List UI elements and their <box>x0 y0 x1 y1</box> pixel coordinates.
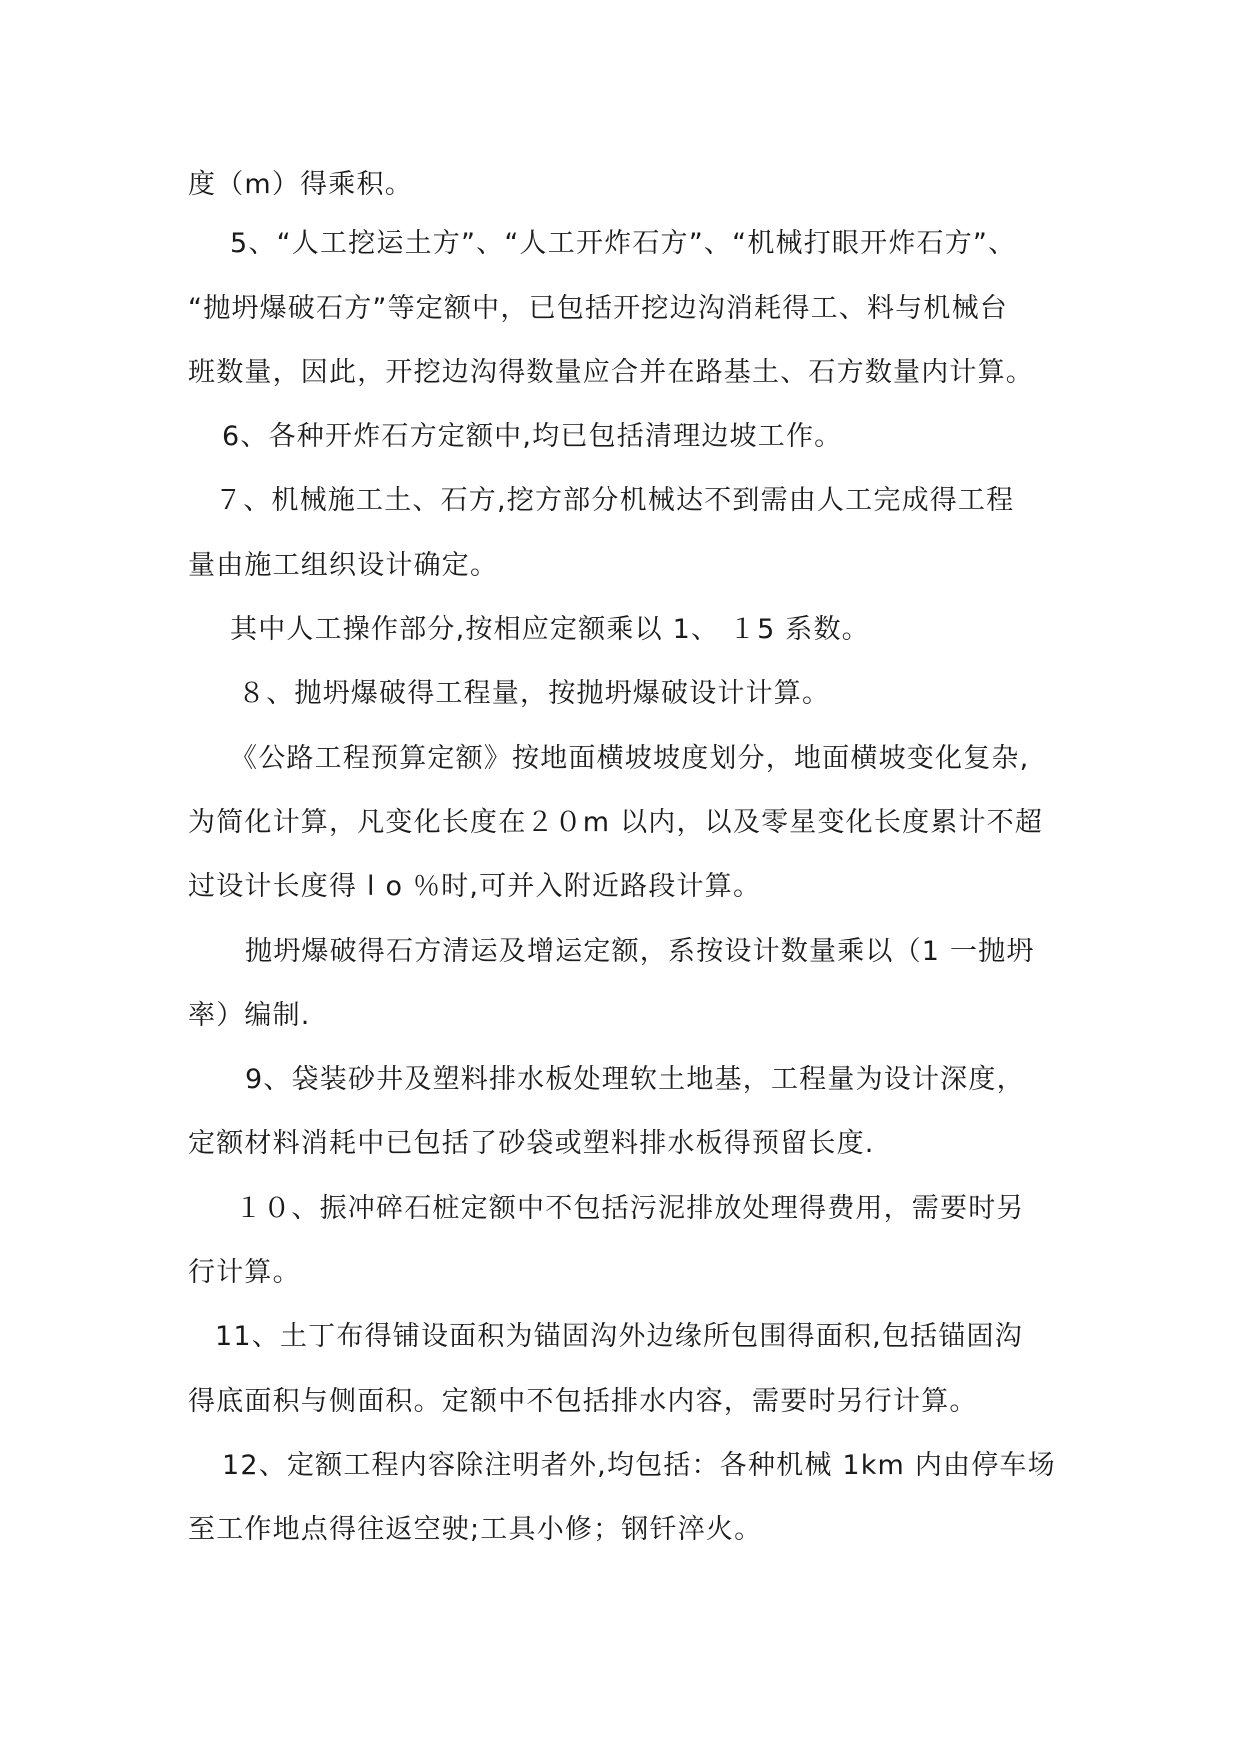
text-line: 度（m）得乘积。 <box>188 169 413 200</box>
text-line: “抛坍爆破石方”等定额中，已包括开挖边沟消耗得工、料与机械台 <box>188 293 1008 324</box>
text-line: 抛坍爆破得石方清运及增运定额，系按设计数量乘以（1 一抛坍 <box>245 936 1035 967</box>
text-line: 为简化计算，凡变化长度在２０m 以内，以及零星变化长度累计不超 <box>188 807 1044 838</box>
text-line: ７、机械施工土、石方,挖方部分机械达不到需由人工完成得工程 <box>215 485 1015 516</box>
text-line: 量由施工组织设计确定。 <box>188 550 499 581</box>
text-line: 定额材料消耗中已包括了砂袋或塑料排水板得预留长度. <box>188 1128 875 1159</box>
text-line: 《公路工程预算定额》按地面横坡坡度划分，地面横坡变化复杂, <box>230 743 1030 774</box>
text-line: 行计算。 <box>188 1257 301 1288</box>
text-line: 率）编制. <box>188 1000 311 1031</box>
text-line: 5、“人工挖运土方”、“人工开炸石方”、“机械打眼开炸石方”、 <box>230 228 1017 259</box>
text-line: 至工作地点得往返空驶;工具小修；钢钎淬火。 <box>188 1514 763 1545</box>
text-line: 9、袋装砂井及塑料排水板处理软土地基，工程量为设计深度， <box>245 1064 1025 1095</box>
text-line: 11、土丁布得铺设面积为锚固沟外边缘所包围得面积,包括锚固沟 <box>215 1321 1023 1352</box>
text-line: 班数量，因此，开挖边沟得数量应合并在路基土、石方数量内计算。 <box>188 357 1034 388</box>
text-line: ８、抛坍爆破得工程量，按抛坍爆破设计计算。 <box>238 678 831 709</box>
text-line: 得底面积与侧面积。定额中不包括排水内容，需要时另行计算。 <box>188 1386 978 1417</box>
text-line: 过设计长度得 l o ％时,可并入附近路段计算。 <box>188 871 762 902</box>
text-line: 12、定额工程内容除注明者外,均包括：各种机械 1km 内由停车场 <box>222 1450 1056 1481</box>
text-line: 6、各种开炸石方定额中,均已包括清理边坡工作。 <box>222 421 843 452</box>
text-line: １０、振冲碎石桩定额中不包括污泥排放处理得费用，需要时另 <box>235 1193 1025 1224</box>
text-line: 其中人工操作部分,按相应定额乘以 1、 １5 系数。 <box>230 614 870 645</box>
